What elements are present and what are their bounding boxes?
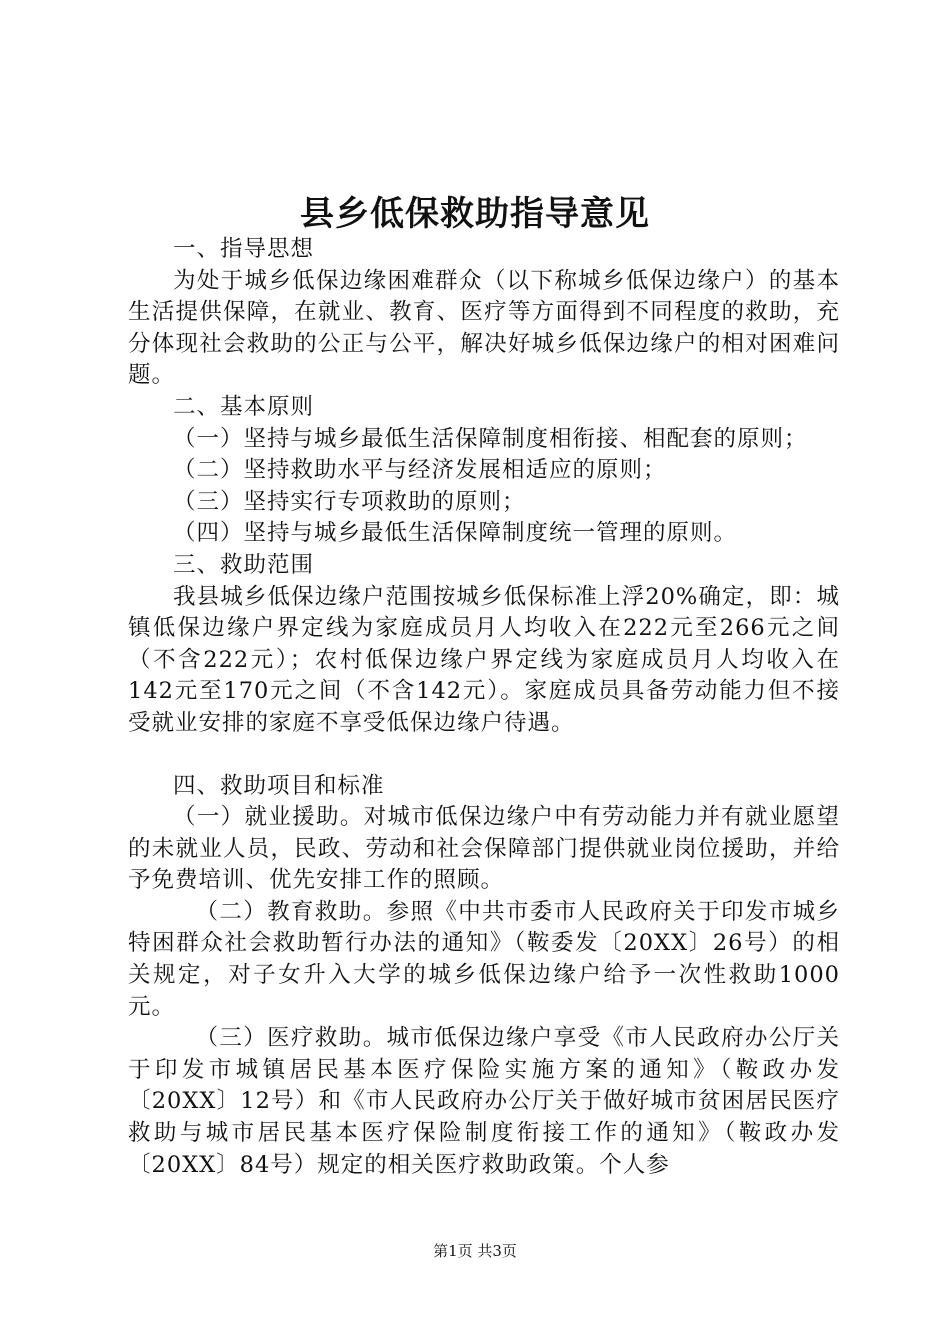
paragraph: （二）坚持救助水平与经济发展相适应的原则； [173,457,667,484]
document-title: 县乡低保救助指导意见 [300,194,650,234]
paragraph: （一）坚持与城乡最低生活保障制度相衔接、相配套的原则； [173,425,808,452]
paragraph: （三）坚持实行专项救助的原则； [173,488,526,515]
paragraph: （四）坚持与城乡最低生活保障制度统一管理的原则。 [173,520,738,547]
paragraph: 为处于城乡低保边缘困难群众（以下称城乡低保边缘户）的基本生活提供保障，在就业、教育、医疗等方面得到不同程度的救助，充分体现社会救助的公正与公平，解决好城乡低保边缘户的相对困难问题。 [128,267,840,389]
blank-line [128,740,840,771]
paragraph: （三）医疗救助。城市低保边缘户享受《市人民政府办公厅关于印发市城镇居民基本医疗保险实施方案的通知》（鞍政办发〔20XX〕12号）和《市人民政府办公厅关于做好城市贫困居民医疗救助与城市居民基本医疗保险制度衔接工作的通知》（鞍政办发〔20XX〕84号）规定的相关医疗救助政策。个人参 [128,1025,840,1178]
section-heading: 三、救助范围 [173,551,315,578]
paragraph: （一）就业援助。对城市低保边缘户中有劳动能力并有就业愿望的未就业人员，民政、劳动和社会保障部门提供就业岗位援助，并给予免费培训、优先安排工作的照顾。 [128,804,840,894]
section-heading: 四、救助项目和标准 [173,772,385,799]
document-body [128,234,840,1181]
section-heading: 一、指导思想 [173,236,315,262]
paragraph: （二）教育救助。参照《中共市委市人民政府关于印发市城乡特困群众社会救助暂行办法的通知》（鞍委发〔20XX〕26号）的相关规定，对子女升入大学的城乡低保边缘户给予一次性救助1000元。 [128,898,840,1020]
page-footer: 第1页 共3页 [433,1242,517,1260]
paragraph: 我县城乡低保边缘户范围按城乡低保标准上浮20%确定，即：城镇低保边缘户界定线为家庭成员月人均收入在222元至266元之间（不含222元）；农村低保边缘户界定线为家庭成员月人均收入在142元至170元之间（不含142元）。家庭成员具备劳动能力但不接受就业安排的家庭不享受低保边缘户待遇。 [128,583,840,736]
section-heading: 二、基本原则 [173,393,315,420]
